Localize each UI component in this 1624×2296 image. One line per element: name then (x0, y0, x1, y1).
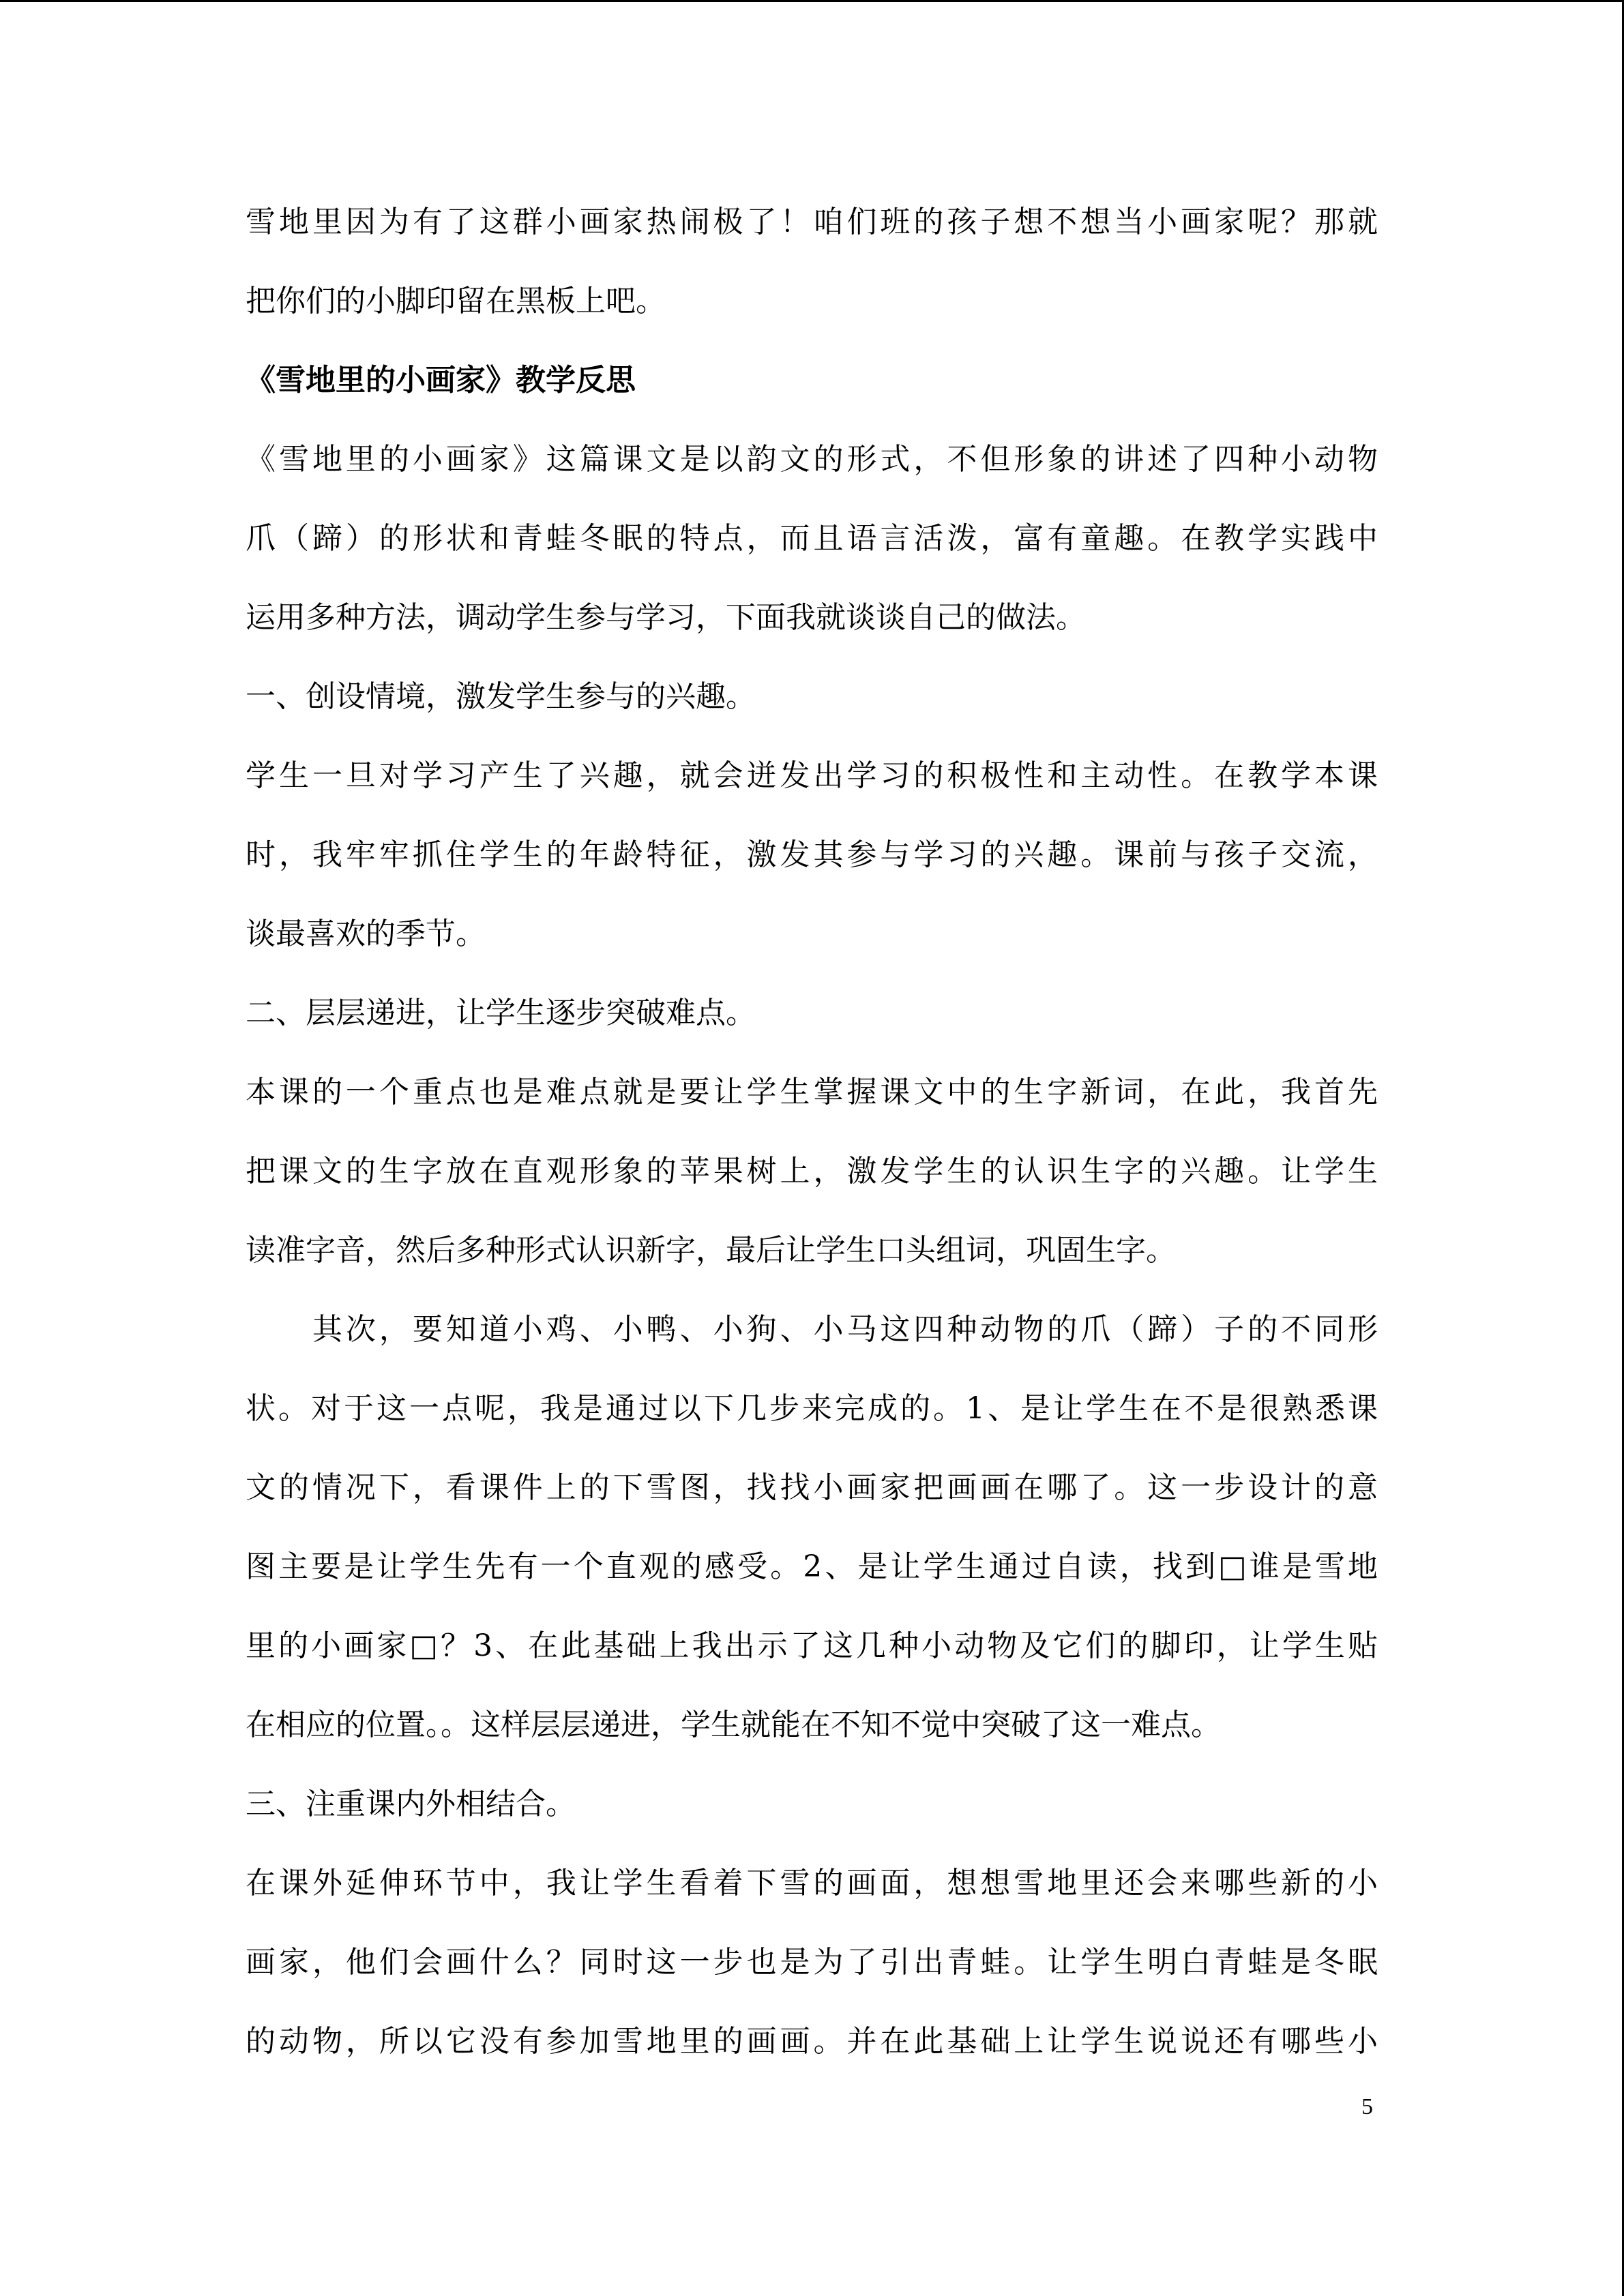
text-line: 谈最喜欢的季节。 (246, 916, 486, 951)
text-line: 雪地里因为有了这群小画家热闹极了！咱们班的孩子想不想当小画家呢？那就 (246, 205, 1378, 239)
text-line: 状。对于这一点呢，我是通过以下几步来完成的。1、是让学生在不是很熟悉课 (246, 1391, 1378, 1426)
text-line: 时，我牢牢抓住学生的年龄特征，激发其参与学习的兴趣。课前与孩子交流， (246, 837, 1378, 872)
text-line: 图主要是让学生先有一个直观的感受。2、是让学生通过自读，找到□谁是雪地 (246, 1549, 1378, 1584)
text-line: 爪（蹄）的形状和青蛙冬眠的特点，而且语言活泼，富有童趣。在教学实践中 (246, 521, 1378, 556)
text-line: 《雪地里的小画家》这篇课文是以韵文的形式，不但形象的讲述了四种小动物 (246, 442, 1378, 477)
section-heading: 二、层层递进，让学生逐步突破难点。 (246, 996, 756, 1030)
text-line: 本课的一个重点也是难点就是要让学生掌握课文中的生字新词，在此，我首先 (246, 1075, 1378, 1109)
text-line: 学生一旦对学习产生了兴趣，就会迸发出学习的积极性和主动性。在教学本课 (246, 758, 1378, 793)
section-title: 《雪地里的小画家》教学反思 (246, 363, 636, 398)
text-line: 把你们的小脚印留在黑板上吧。 (246, 284, 666, 318)
text-line: 文的情况下，看课件上的下雪图，找找小画家把画画在哪了。这一步设计的意 (246, 1470, 1378, 1505)
section-heading: 一、创设情境，激发学生参与的兴趣。 (246, 679, 756, 714)
text-line: 的动物，所以它没有参加雪地里的画画。并在此基础上让学生说说还有哪些小 (246, 2024, 1378, 2059)
text-line: 运用多种方法，调动学生参与学习，下面我就谈谈自己的做法。 (246, 600, 1086, 635)
text-line: 在课外延伸环节中，我让学生看着下雪的画面，想想雪地里还会来哪些新的小 (246, 1866, 1378, 1900)
text-line: 其次，要知道小鸡、小鸭、小狗、小马这四种动物的爪（蹄）子的不同形 (246, 1312, 1378, 1347)
text-line: 读准字音，然后多种形式认识新字，最后让学生口头组词，巩固生字。 (246, 1233, 1176, 1268)
text-line: 在相应的位置。。这样层层递进，学生就能在不知不觉中突破了这一难点。 (246, 1708, 1221, 1742)
page-number: 5 (1361, 2094, 1373, 2119)
text-line: 画家，他们会画什么？同时这一步也是为了引出青蛙。让学生明白青蛙是冬眠 (246, 1945, 1378, 1980)
section-heading: 三、注重课内外相结合。 (246, 1787, 576, 1821)
text-line: 里的小画家□？3、在此基础上我出示了这几种小动物及它们的脚印，让学生贴 (246, 1628, 1378, 1663)
text-line: 把课文的生字放在直观形象的苹果树上，激发学生的认识生字的兴趣。让学生 (246, 1154, 1378, 1189)
